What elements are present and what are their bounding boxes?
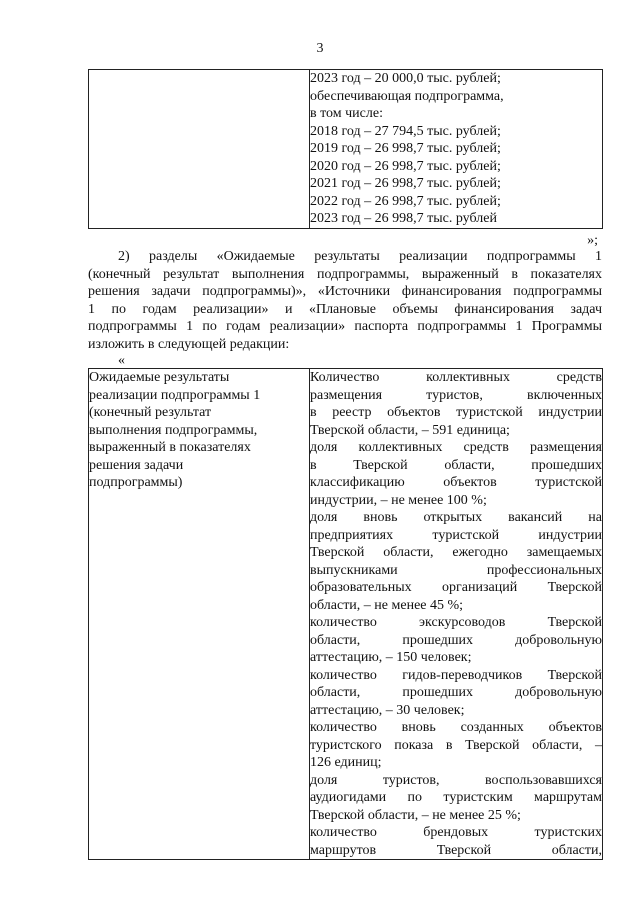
page-number: 3: [316, 41, 324, 56]
paragraph-line: подпрограммы 1 по годам реализации» паспорта подпрограммы 1 Программы: [88, 319, 602, 334]
result-line: аттестацию, – 150 человек;: [310, 650, 472, 665]
result-line: в реестр объектов туристской индустрии: [310, 405, 602, 420]
results-heading-line: подпрограммы): [89, 475, 183, 490]
results-heading-line: Ожидаемые результаты: [89, 370, 230, 385]
result-line: аттестацию, – 30 человек;: [310, 702, 465, 718]
result-line: области, прошедших добровольную: [310, 685, 602, 700]
result-line: размещения туристов, включенных: [310, 387, 602, 403]
result-line: предприятиях туристской индустрии: [310, 527, 602, 543]
results-heading-cell: [89, 369, 310, 860]
results-heading-line: (конечный результат: [89, 405, 212, 420]
financing-line: 2023 год – 20 000,0 тыс. рублей;: [310, 71, 501, 86]
financing-line: 2019 год – 26 998,7 тыс. рублей;: [310, 141, 501, 156]
result-line: количество экскурсоводов Тверской: [310, 615, 602, 630]
financing-line: обеспечивающая подпрограмма,: [310, 88, 504, 104]
results-heading-line: выраженный в показателях: [89, 440, 251, 455]
paragraph-line: 2) разделы «Ожидаемые результаты реализации подпрограммы 1: [118, 249, 602, 264]
expected-results-table: [88, 368, 603, 860]
amendment-paragraph: [88, 248, 602, 353]
opening-quote: «: [118, 353, 125, 368]
financing-line: 2023 год – 26 998,7 тыс. рублей: [310, 211, 497, 226]
financing-table: [88, 69, 603, 229]
result-line: образовательных организаций Тверской: [310, 580, 602, 595]
results-heading-line: реализации подпрограммы 1: [89, 387, 261, 403]
financing-line: в том числе:: [310, 106, 383, 121]
result-line: индустрии, – не менее 100 %;: [310, 492, 487, 508]
paragraph-line: (конечный результат выполнения подпрограммы, выраженный в показателях: [88, 266, 602, 282]
result-line: классификацию объектов туристской: [310, 475, 602, 490]
result-line: выпускниками профессиональных: [310, 562, 602, 578]
result-line: области, – не менее 45 %;: [310, 597, 464, 613]
results-values-cell: [310, 369, 603, 860]
financing-line: 2022 год – 26 998,7 тыс. рублей;: [310, 193, 501, 209]
result-line: доля туристов, воспользовавшихся: [310, 772, 602, 788]
result-line: области, прошедших добровольную: [310, 632, 602, 648]
table-cell-right: [310, 70, 603, 229]
results-heading-line: решения задачи: [89, 457, 184, 473]
result-line: доля вновь открытых вакансий на: [310, 510, 602, 525]
financing-line: 2020 год – 26 998,7 тыс. рублей;: [310, 158, 501, 174]
result-line: количество брендовых туристских: [310, 825, 602, 840]
result-line: в Тверской области, прошедших: [310, 457, 602, 473]
result-line: 126 единиц;: [310, 755, 382, 770]
result-line: Тверской области, ежегодно замещаемых: [310, 545, 602, 560]
result-line: маршрутов Тверской области,: [310, 842, 602, 858]
result-line: количество гидов-переводчиков Тверской: [310, 667, 602, 683]
result-line: Тверской области, – 591 единица;: [310, 422, 510, 438]
result-line: Количество коллективных средств: [310, 370, 602, 385]
result-line: туристского показа в Тверской области, –: [310, 737, 602, 753]
financing-line: 2018 год – 27 794,5 тыс. рублей;: [310, 123, 501, 139]
financing-line: 2021 год – 26 998,7 тыс. рублей;: [310, 176, 501, 191]
paragraph-line: 1 по годам реализации» и «Плановые объемы финансирования задач: [88, 301, 602, 317]
results-heading-line: выполнения подпрограммы,: [89, 422, 258, 438]
table-row: [89, 70, 603, 229]
paragraph-line: решения задачи подпрограммы)», «Источники финансирования подпрограммы: [88, 284, 602, 299]
result-line: аудиогидами по туристским маршрутам: [310, 790, 602, 805]
closing-quote: »;: [587, 233, 598, 248]
result-line: доля коллективных средств размещения: [310, 440, 602, 455]
table-cell-left: [89, 70, 310, 229]
result-line: Тверской области, – не менее 25 %;: [310, 807, 521, 823]
result-line: количество вновь созданных объектов: [310, 720, 602, 735]
paragraph-line: изложить в следующей редакции:: [88, 336, 290, 352]
table-row: [89, 369, 603, 860]
